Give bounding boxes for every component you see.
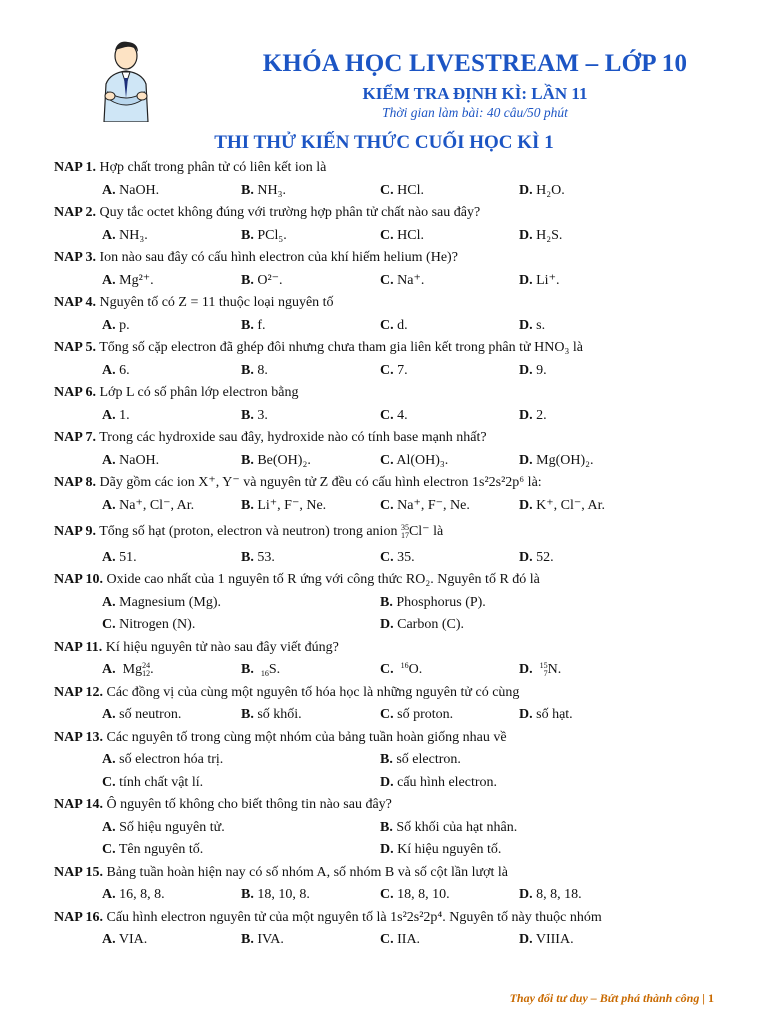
- question: [54, 337, 754, 360]
- option-c[interactable]: C. Na⁺, F⁻, Ne.: [380, 497, 470, 513]
- option-b[interactable]: B. Be(OH)₂.: [241, 452, 311, 468]
- option-d[interactable]: D. VIIIA.: [519, 932, 574, 947]
- option-d[interactable]: D. Mg(OH)₂.: [519, 452, 594, 468]
- option-c[interactable]: C. IIA.: [380, 932, 421, 947]
- answer-options: [54, 547, 754, 570]
- option-c[interactable]: C. số proton.: [380, 707, 454, 722]
- question-text: Oxide cao nhất của 1 nguyên tố R ứng với công thức RO₂. Nguyên tố R đó là: [106, 572, 540, 587]
- option-b[interactable]: B. số electron.: [380, 752, 461, 767]
- question-number: NAP 16.: [54, 909, 103, 925]
- option-c[interactable]: C. Nitrogen (N).: [102, 617, 196, 632]
- option-a[interactable]: A. VIA.: [102, 932, 148, 947]
- question-number: NAP 13.: [54, 729, 103, 745]
- option-d[interactable]: D. 15 7 N.: [519, 660, 562, 678]
- answer-options: [54, 817, 754, 840]
- question-number: NAP 6.: [54, 385, 96, 400]
- option-a[interactable]: A. NaOH.: [102, 182, 160, 198]
- answer-options: [54, 704, 754, 727]
- option-a[interactable]: A. Na⁺, Cl⁻, Ar.: [102, 497, 195, 513]
- question: [54, 521, 754, 544]
- question-text: Các nguyên tố trong cùng một nhóm của bảng tuần hoàn giống nhau về: [106, 729, 507, 745]
- option-c[interactable]: C. HCl.: [380, 227, 424, 243]
- option-b[interactable]: B. 16 S.: [241, 662, 281, 678]
- question-text: Các đồng vị của cùng một nguyên tố hóa học là những nguyên tử có cùng: [106, 684, 520, 700]
- answer-options: [54, 614, 754, 637]
- question-text: Tổng số cặp electron đã ghép đôi nhưng chưa tham gia liên kết trong phân tử HNO₃ là: [99, 340, 583, 355]
- question-number: NAP 8.: [54, 475, 96, 490]
- option-b[interactable]: B. NH₃.: [241, 182, 286, 198]
- option-b[interactable]: B. f.: [241, 317, 266, 333]
- option-a[interactable]: A. 1.: [102, 407, 130, 423]
- option-d[interactable]: D. Carbon (C).: [380, 617, 465, 632]
- option-b[interactable]: B. PCl₅.: [241, 227, 287, 243]
- option-b[interactable]: B. Phosphorus (P).: [380, 594, 486, 610]
- question-text: Lớp L có số phân lớp electron bằng: [99, 385, 299, 400]
- answer-options: [54, 495, 754, 518]
- isotope-symbol: 35 17 Cl⁻: [400, 522, 430, 540]
- question: [54, 202, 754, 225]
- answer-options: [54, 180, 754, 203]
- option-d[interactable]: D. H₂O.: [519, 182, 565, 198]
- option-c[interactable]: C. Al(OH)₃.: [380, 452, 449, 468]
- question: [54, 682, 754, 705]
- option-a[interactable]: A. số neutron.: [102, 707, 182, 722]
- answer-options: [54, 592, 754, 615]
- answer-options: [54, 405, 754, 428]
- exam-time: Thời gian làm bài: 40 câu/50 phút: [382, 105, 568, 120]
- question: [54, 862, 754, 885]
- option-a[interactable]: A. NH₃.: [102, 227, 148, 243]
- option-c[interactable]: C. d.: [380, 317, 408, 333]
- option-c[interactable]: C. 16 O.: [380, 660, 423, 677]
- option-c[interactable]: C. tính chất vật lí.: [102, 774, 204, 790]
- question: [54, 472, 754, 495]
- option-a[interactable]: A. Magnesium (Mg).: [102, 594, 222, 610]
- option-b[interactable]: B. 3.: [241, 407, 268, 423]
- answer-options: [54, 749, 754, 772]
- option-d[interactable]: D. 9.: [519, 362, 547, 378]
- page-header: [0, 0, 768, 153]
- option-d[interactable]: D. số hạt.: [519, 707, 573, 722]
- footer-slogan: Thay đổi tư duy – Bứt phá thành công: [509, 991, 700, 1005]
- option-d[interactable]: D. 2.: [519, 407, 547, 423]
- question-number: NAP 4.: [54, 295, 96, 310]
- question-text: Dãy gồm các ion X⁺, Y⁻ và nguyên tử Z đều có cấu hình electron 1s²2s²2p⁶ là:: [99, 475, 542, 490]
- question-text-end: là: [433, 524, 444, 539]
- option-d[interactable]: D. 52.: [519, 549, 554, 565]
- option-d[interactable]: D. K⁺, Cl⁻, Ar.: [519, 497, 605, 513]
- option-d[interactable]: D. 8, 8, 18.: [519, 887, 582, 902]
- option-a[interactable]: A. NaOH.: [102, 452, 160, 468]
- page-number: 1: [708, 991, 714, 1005]
- question: [54, 427, 754, 450]
- option-a[interactable]: A. Mg 24 12 .: [102, 660, 154, 678]
- option-b[interactable]: B. 53.: [241, 549, 275, 565]
- question-number: NAP 14.: [54, 797, 103, 812]
- question-number: NAP 15.: [54, 864, 103, 880]
- option-a[interactable]: A. 51.: [102, 549, 137, 565]
- course-title: KHÓA HỌC LIVESTREAM – LỚP 10: [262, 50, 688, 77]
- question-text: Cấu hình electron nguyên tử của một nguyên tố là 1s²2s²2p⁴. Nguyên tố này thuộc nhóm: [106, 909, 602, 925]
- option-c[interactable]: C. Tên nguyên tố.: [102, 842, 204, 857]
- teacher-avatar-icon: [96, 40, 156, 122]
- question: [54, 907, 754, 930]
- question-number: NAP 3.: [54, 250, 96, 265]
- option-c[interactable]: C. 7.: [380, 362, 408, 378]
- answer-options: [54, 315, 754, 338]
- question: [54, 157, 754, 180]
- question: [54, 569, 754, 592]
- question-number: NAP 10.: [54, 572, 103, 587]
- option-d[interactable]: D. Kí hiệu nguyên tố.: [380, 842, 502, 857]
- exam-title: THI THỬ KIẾN THỨC CUỐI HỌC KÌ 1: [214, 132, 554, 153]
- option-a[interactable]: A. Số hiệu nguyên tử.: [102, 819, 225, 835]
- option-b[interactable]: B. Li⁺, F⁻, Ne.: [241, 497, 327, 513]
- option-c[interactable]: C. 18, 8, 10.: [380, 887, 450, 902]
- option-b[interactable]: B. 8.: [241, 362, 268, 378]
- option-b[interactable]: B. Số khối của hạt nhân.: [380, 819, 518, 835]
- option-b[interactable]: B. số khối.: [241, 707, 302, 722]
- question-number: NAP 5.: [54, 340, 96, 355]
- answer-options: [54, 450, 754, 473]
- footer-separator: |: [702, 991, 705, 1005]
- option-a[interactable]: A. 16, 8, 8.: [102, 887, 165, 902]
- question-text: Trong các hydroxide sau đây, hydroxide nào có tính base mạnh nhất?: [99, 430, 487, 445]
- question-text: Hợp chất trong phân tử có liên kết ion là: [99, 160, 327, 175]
- question-number: NAP 12.: [54, 684, 103, 700]
- question-text: Ô nguyên tố không cho biết thông tin nào sau đây?: [106, 797, 392, 812]
- option-a[interactable]: A. Mg²⁺.: [102, 272, 154, 288]
- question-list: [54, 157, 754, 952]
- answer-options: [54, 839, 754, 862]
- question-number: NAP 2.: [54, 205, 96, 220]
- question-number: NAP 11.: [54, 639, 103, 655]
- answer-options: [54, 360, 754, 383]
- answer-options: [54, 225, 754, 248]
- option-b[interactable]: B. O²⁻.: [241, 272, 283, 288]
- answer-options: [54, 270, 754, 293]
- answer-options: [54, 929, 754, 952]
- question-text: Bảng tuần hoàn hiện nay có số nhóm A, số nhóm B và số cột lần lượt là: [106, 864, 508, 880]
- question-number: NAP 9.: [54, 524, 96, 539]
- question: [54, 637, 754, 660]
- option-c[interactable]: C. Na⁺.: [380, 272, 425, 288]
- exam-subtitle: KIỂM TRA ĐỊNH KÌ: LẦN 11: [362, 84, 588, 103]
- option-d[interactable]: D. Li⁺.: [519, 272, 560, 288]
- option-a[interactable]: A. p.: [102, 317, 130, 333]
- option-a[interactable]: A. số electron hóa trị.: [102, 752, 224, 767]
- question: [54, 794, 754, 817]
- option-d[interactable]: D. s.: [519, 317, 546, 333]
- answer-options: [54, 772, 754, 795]
- question-text: Kí hiệu nguyên tử nào sau đây viết đúng?: [105, 639, 339, 655]
- question-text: Quy tắc octet không đúng với trường hợp phân tử chất nào sau đây?: [99, 205, 481, 220]
- question-text: Tổng số hạt (proton, electron và neutron) trong anion: [99, 524, 398, 539]
- question-number: NAP 1.: [54, 160, 96, 175]
- question: [54, 727, 754, 750]
- option-c[interactable]: C. HCl.: [380, 182, 424, 198]
- option-c[interactable]: C. 4.: [380, 407, 408, 423]
- option-d[interactable]: D. cấu hình electron.: [380, 774, 498, 790]
- question-text: Ion nào sau đây có cấu hình electron của khí hiếm helium (He)?: [99, 250, 458, 265]
- answer-options: [54, 659, 754, 682]
- option-b[interactable]: B. 18, 10, 8.: [241, 887, 310, 902]
- option-c[interactable]: C. 35.: [380, 549, 415, 565]
- question: [54, 382, 754, 405]
- answer-options: [54, 884, 754, 907]
- question: [54, 247, 754, 270]
- question-number: NAP 7.: [54, 430, 96, 445]
- question-text: Nguyên tố có Z = 11 thuộc loại nguyên tố: [99, 295, 334, 310]
- option-b[interactable]: B. IVA.: [241, 932, 284, 947]
- option-a[interactable]: A. 6.: [102, 362, 130, 378]
- page-footer: [510, 991, 714, 1006]
- question: [54, 292, 754, 315]
- option-d[interactable]: D. H₂S.: [519, 227, 563, 243]
